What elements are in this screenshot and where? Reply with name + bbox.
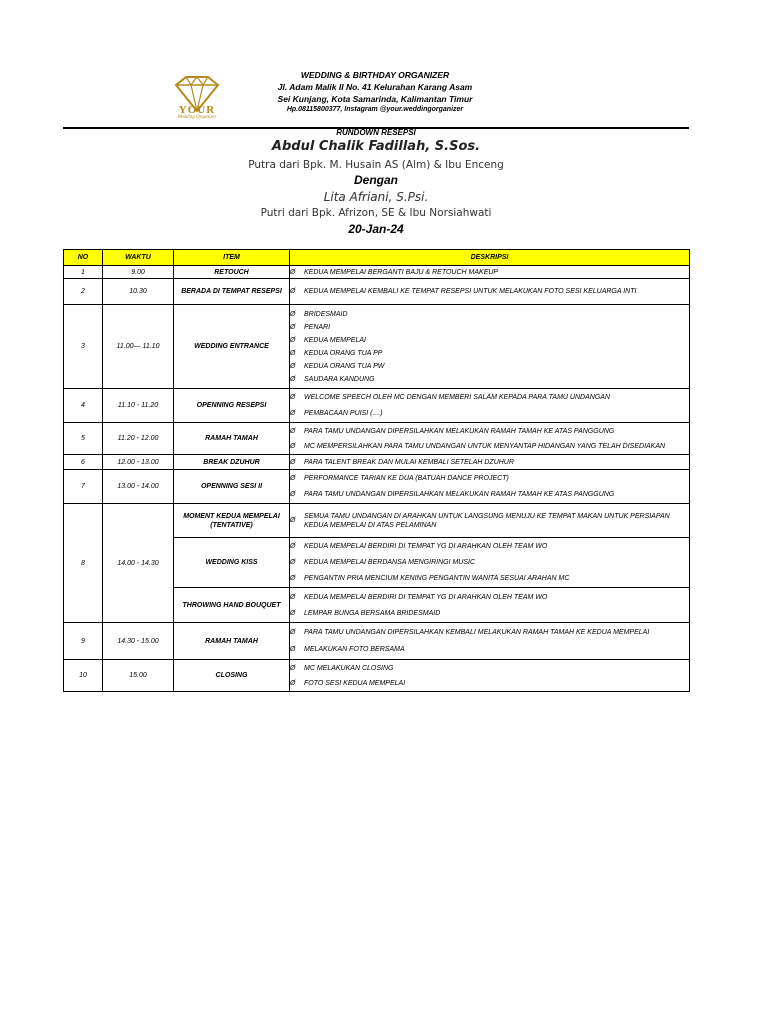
groom-name: Abdul Chalik Fadillah, S.Sos. bbox=[271, 139, 481, 154]
description-text: KEDUA MEMPELAI BERDIRI DI TEMPAT YG DI ARAHKAN OLEH TEAM WO bbox=[304, 543, 548, 550]
row-number: 7 bbox=[64, 470, 103, 504]
description-text: KEDUA ORANG TUA PP bbox=[304, 349, 383, 357]
description-line bbox=[290, 439, 689, 454]
bride-parents: Putri dari Bpk. Afrizon, SE & Ibu Norsiahwati bbox=[260, 207, 492, 219]
table-row bbox=[64, 305, 690, 389]
description-text: FOTO SESI KEDUA MEMPELAI bbox=[304, 679, 406, 687]
bullet-marker: Ø bbox=[290, 543, 296, 550]
description-text: SAUDARA KANDUNG bbox=[304, 375, 375, 383]
description-text: PARA TAMU UNDANGAN DIPERSILAHKAN MELAKUKAN RAMAH TAMAH KE ATAS PANGGUNG bbox=[304, 491, 615, 498]
col-waktu: WAKTU bbox=[103, 250, 174, 266]
organizer-address: Jl. Adam Malik II No. 41 Kelurahan Karang Asam bbox=[277, 82, 473, 92]
description-line bbox=[290, 661, 689, 676]
groom-parents: Putra dari Bpk. M. Husain AS (Alm) & Ibu Enceng bbox=[248, 159, 504, 171]
row-number: 6 bbox=[64, 455, 103, 470]
bride-name: Lita Afriani, S.Psi. bbox=[323, 190, 429, 204]
row-description bbox=[290, 538, 690, 588]
row-item: RETOUCH bbox=[174, 266, 290, 279]
table-row bbox=[64, 660, 690, 692]
bullet-marker: Ø bbox=[290, 629, 296, 636]
description-line bbox=[290, 487, 689, 503]
event-date: 20-Jan-24 bbox=[348, 222, 404, 236]
bullet-marker: Ø bbox=[290, 375, 296, 383]
rundown-body bbox=[64, 266, 690, 692]
row-item: WEDDING ENTRANCE bbox=[174, 305, 290, 389]
bullet-marker: Ø bbox=[290, 288, 296, 295]
rundown-table bbox=[63, 249, 690, 692]
bullet-marker: Ø bbox=[290, 362, 296, 370]
bullet-marker: Ø bbox=[290, 575, 296, 582]
description-line bbox=[290, 390, 689, 406]
description-text: PENARI bbox=[304, 323, 331, 331]
col-no: NO bbox=[64, 250, 103, 266]
bullet-marker: Ø bbox=[290, 323, 296, 331]
bullet-marker: Ø bbox=[290, 491, 296, 498]
description-text: MC MELAKUKAN CLOSING bbox=[304, 664, 394, 672]
bullet-marker: Ø bbox=[290, 664, 296, 672]
table-row bbox=[64, 423, 690, 455]
description-text: LEMPAR BUNGA BERSAMA BRIDESMAID bbox=[304, 609, 441, 617]
bullet-marker: Ø bbox=[290, 458, 296, 466]
table-row bbox=[64, 623, 690, 660]
description-line bbox=[290, 589, 689, 605]
description-text: KEDUA MEMPELAI KEMBALI KE TEMPAT RESEPSI UNTUK MELAKUKAN FOTO SESI KELUARGA INTI bbox=[304, 288, 637, 295]
bullet-marker: Ø bbox=[290, 427, 296, 435]
table-row bbox=[64, 470, 690, 504]
row-time: 10.30 bbox=[103, 279, 174, 305]
description-line bbox=[290, 571, 689, 587]
row-number: 4 bbox=[64, 389, 103, 423]
description-text: KEDUA MEMPELAI BERDANSA MENGIRINGI MUSIC bbox=[304, 559, 476, 566]
row-item: THROWING HAND BOUQUET bbox=[174, 588, 290, 623]
description-line bbox=[290, 334, 689, 347]
col-deskripsi: DESKRIPSI bbox=[290, 250, 690, 266]
row-description bbox=[290, 305, 690, 389]
row-item: CLOSING bbox=[174, 660, 290, 692]
row-time: 9.00 bbox=[103, 266, 174, 279]
dengan-label: Dengan bbox=[353, 173, 398, 187]
bullet-marker: Ø bbox=[290, 475, 296, 482]
row-item: RAMAH TAMAH bbox=[174, 623, 290, 660]
bullet-marker: Ø bbox=[290, 268, 296, 276]
row-time: 11.00— 11.10 bbox=[103, 305, 174, 389]
description-line bbox=[290, 308, 689, 321]
description-line bbox=[290, 280, 689, 304]
description-text: KEDUA ORANG TUA PW bbox=[304, 362, 385, 370]
row-number: 8 bbox=[64, 504, 103, 623]
bullet-marker: Ø bbox=[290, 336, 296, 344]
row-description bbox=[290, 504, 690, 538]
description-text: PARA TAMU UNDANGAN DIPERSILAHKAN KEMBALI MELAKUKAN RAMAH TAMAH KE KEDUA MEMPELAI bbox=[304, 629, 650, 636]
row-number: 1 bbox=[64, 266, 103, 279]
description-line bbox=[290, 605, 689, 621]
description-text: PERFORMANCE TARIAN KE DUA (BATUAH DANCE PROJECT) bbox=[304, 475, 509, 482]
row-time: 15.00 bbox=[103, 660, 174, 692]
table-row bbox=[64, 389, 690, 423]
logo-word: YOUR bbox=[178, 104, 216, 116]
bullet-marker: Ø bbox=[290, 679, 296, 687]
row-description bbox=[290, 423, 690, 455]
bullet-marker: Ø bbox=[290, 559, 296, 566]
row-description bbox=[290, 660, 690, 692]
table-row bbox=[64, 266, 690, 279]
bullet-marker: Ø bbox=[290, 609, 296, 617]
row-item: OPENNING RESEPSI bbox=[174, 389, 290, 423]
description-line bbox=[290, 360, 689, 373]
bullet-marker: Ø bbox=[290, 646, 296, 653]
bullet-marker: Ø bbox=[290, 394, 296, 401]
description-line bbox=[290, 321, 689, 334]
row-number: 2 bbox=[64, 279, 103, 305]
description-text: KEDUA MEMPELAI BERDIRI DI TEMPAT YG DI ARAHKAN OLEH TEAM WO bbox=[304, 593, 548, 601]
bullet-marker: Ø bbox=[290, 442, 296, 450]
description-line bbox=[290, 539, 689, 555]
row-description bbox=[290, 455, 690, 470]
logo-subtitle: Wedding Organizer bbox=[177, 115, 217, 120]
row-time: 11.20 - 12.00 bbox=[103, 423, 174, 455]
description-line bbox=[290, 641, 689, 658]
description-line bbox=[290, 406, 689, 422]
row-item: WEDDING KISS bbox=[174, 538, 290, 588]
organizer-name: WEDDING & BIRTHDAY ORGANIZER bbox=[300, 70, 450, 80]
description-line bbox=[290, 267, 689, 278]
row-number: 5 bbox=[64, 423, 103, 455]
description-text: SEMUA TAMU UNDANGAN DI ARAHKAN UNTUK LANGSUNG MENUJU KE TEMPAT MAKAN UNTUK PERSIAPAN KEDUA MEMPELAI DI ATAS PELAMINAN bbox=[304, 512, 670, 529]
bullet-marker: Ø bbox=[290, 349, 296, 357]
table-row bbox=[64, 504, 690, 538]
description-line bbox=[290, 676, 689, 691]
row-description bbox=[290, 470, 690, 504]
description-text: MELAKUKAN FOTO BERSAMA bbox=[304, 646, 405, 653]
organizer-contact: Hp.08115800377, Instagram @your.weddingorganizer bbox=[286, 106, 464, 113]
description-text: BRIDESMAID bbox=[304, 310, 348, 318]
bullet-marker: Ø bbox=[290, 410, 296, 417]
description-text: PARA TALENT BREAK DAN MULAI KEMBALI SETELAH DZUHUR bbox=[304, 458, 514, 466]
bullet-marker: Ø bbox=[290, 310, 296, 318]
row-item: MOMENT KEDUA MEMPELAI (TENTATIVE) bbox=[174, 504, 290, 538]
bullet-marker: Ø bbox=[290, 593, 296, 601]
description-line bbox=[290, 373, 689, 386]
row-item: RAMAH TAMAH bbox=[174, 423, 290, 455]
description-text: WELCOME SPEECH OLEH MC DENGAN MEMBERI SALAM KEPADA PARA TAMU UNDANGAN bbox=[304, 394, 610, 401]
description-line bbox=[290, 624, 689, 641]
description-line bbox=[290, 424, 689, 439]
row-number: 9 bbox=[64, 623, 103, 660]
row-description bbox=[290, 389, 690, 423]
row-time: 14.00 - 14.30 bbox=[103, 504, 174, 623]
row-description bbox=[290, 588, 690, 623]
row-time: 13.00 - 14.00 bbox=[103, 470, 174, 504]
row-description bbox=[290, 266, 690, 279]
organizer-city: Sei Kunjang, Kota Samarinda, Kalimantan Timur bbox=[277, 94, 473, 104]
table-row bbox=[64, 279, 690, 305]
description-line bbox=[290, 456, 689, 469]
description-line bbox=[290, 471, 689, 487]
row-item: BREAK DZUHUR bbox=[174, 455, 290, 470]
row-item: OPENNING SESI II bbox=[174, 470, 290, 504]
row-time: 14.30 - 15.00 bbox=[103, 623, 174, 660]
description-text: PEMBACAAN PUISI (....) bbox=[304, 410, 383, 417]
description-text: KEDUA MEMPELAI BERGANTI BAJU & RETOUCH MAKEUP bbox=[304, 268, 499, 276]
description-text: KEDUA MEMPELAI bbox=[304, 336, 366, 344]
bullet-marker: Ø bbox=[290, 517, 296, 524]
row-item: BERADA DI TEMPAT RESEPSI bbox=[174, 279, 290, 305]
row-number: 10 bbox=[64, 660, 103, 692]
row-time: 11.10 - 11.20 bbox=[103, 389, 174, 423]
description-text: PARA TAMU UNDANGAN DIPERSILAHKAN MELAKUKAN RAMAH TAMAH KE ATAS PANGGUNG bbox=[304, 427, 615, 435]
table-row bbox=[64, 455, 690, 470]
row-time: 12.00 - 13.00 bbox=[103, 455, 174, 470]
row-number: 3 bbox=[64, 305, 103, 389]
description-text: MC MEMPERSILAHKAN PARA TAMU UNDANGAN UNTUK MENYANTAP HIDANGAN YANG TELAH DISEDIAKAN bbox=[304, 442, 666, 450]
description-line bbox=[290, 505, 689, 537]
document-title: RUNDOWN RESEPSI bbox=[336, 128, 416, 137]
table-header-row bbox=[64, 250, 690, 266]
description-text: PENGANTIN PRIA MENCIUM KENING PENGANTIN WANITA SESUAI ARAHAN MC bbox=[304, 575, 570, 582]
col-item: ITEM bbox=[174, 250, 290, 266]
row-description bbox=[290, 279, 690, 305]
description-line bbox=[290, 555, 689, 571]
description-line bbox=[290, 347, 689, 360]
row-description bbox=[290, 623, 690, 660]
